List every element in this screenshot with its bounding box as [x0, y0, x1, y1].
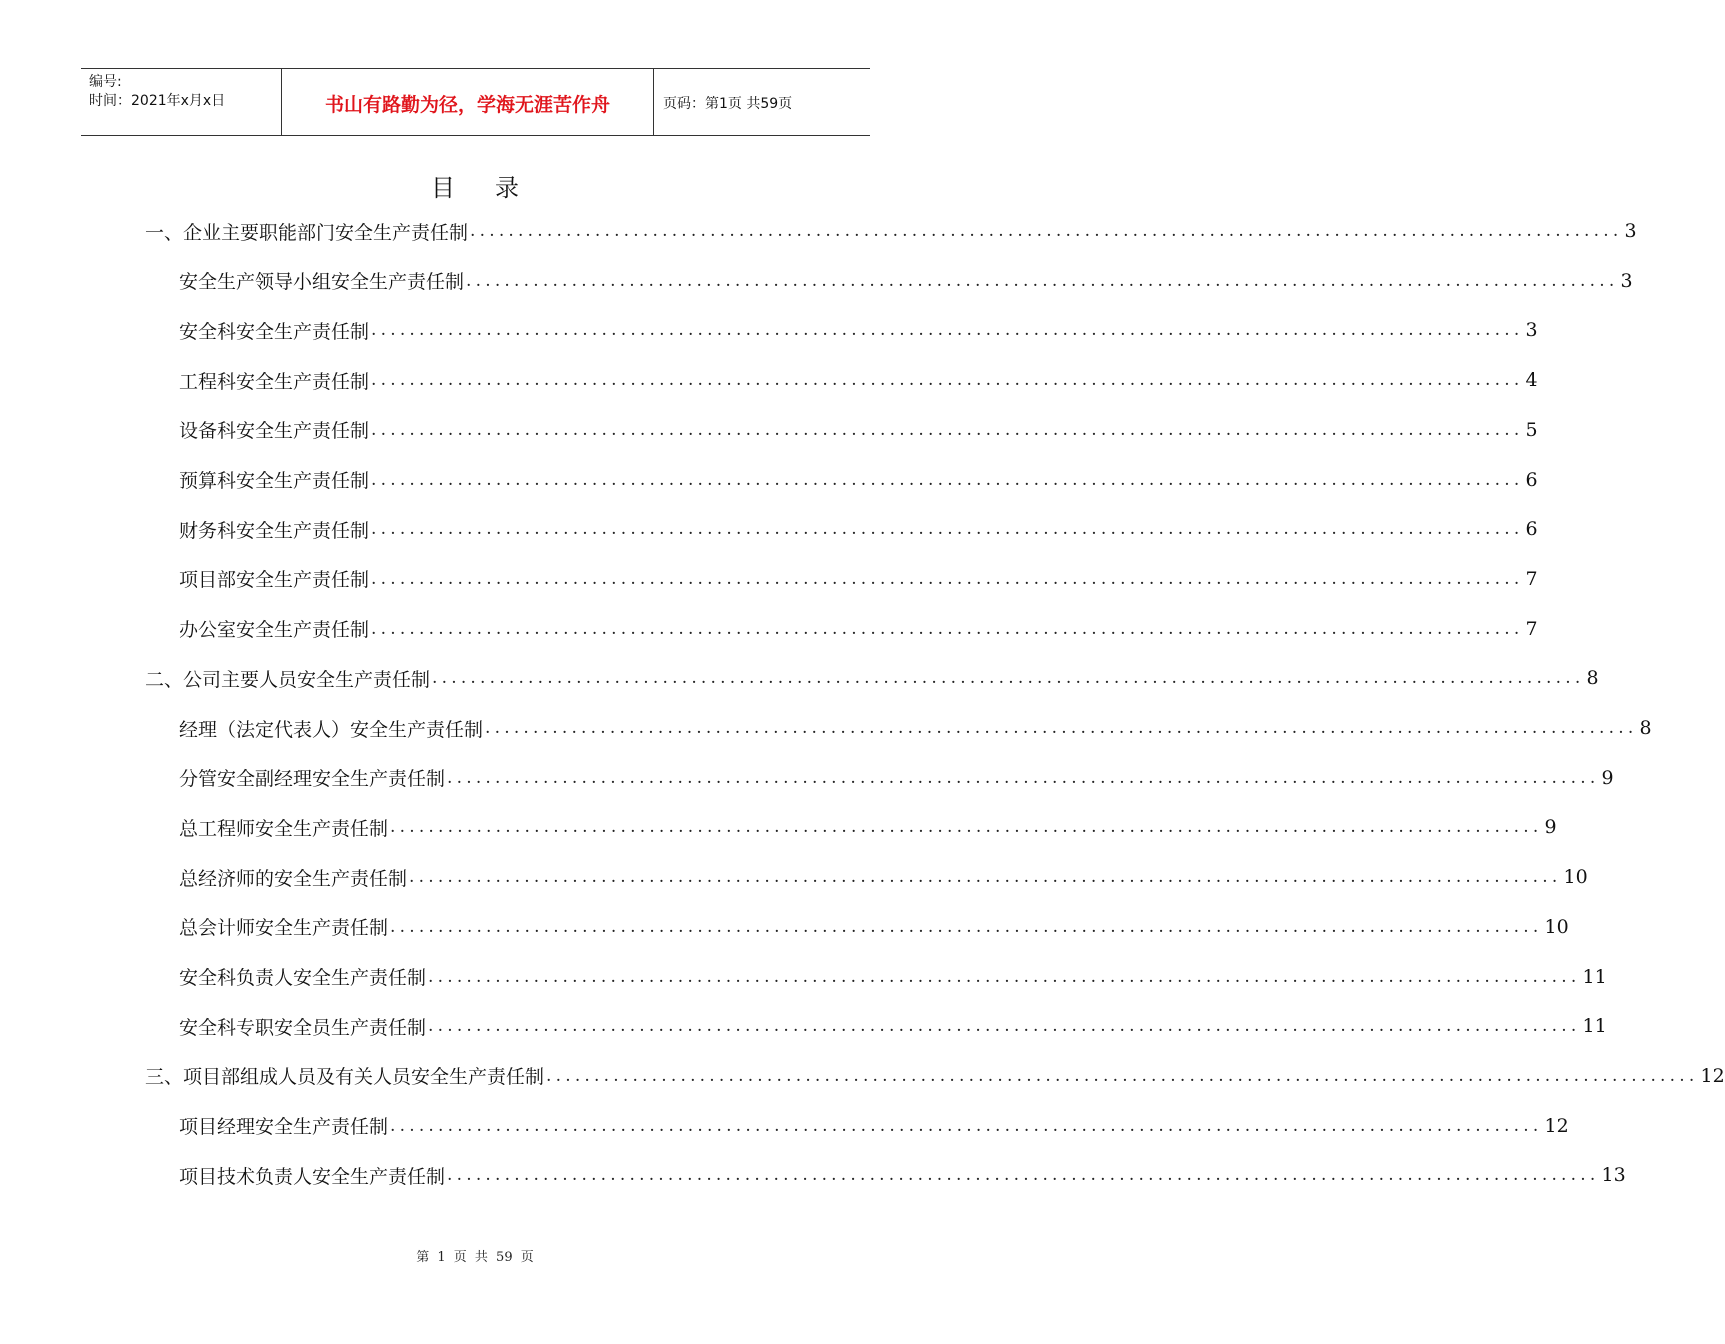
toc-entry-page: 12	[1700, 1064, 1725, 1087]
toc-entry[interactable]	[145, 1056, 1725, 1096]
page-footer: 第 1 页 共 59 页	[416, 1250, 534, 1265]
toc-leader-dots: ........................................................................................................................	[428, 1016, 1581, 1037]
toc-entry-label: 项目经理安全生产责任制	[179, 1116, 389, 1139]
toc-entry-page: 6	[1525, 518, 1538, 541]
header-page-cell	[654, 69, 870, 135]
toc-entry-label: 一、企业主要职能部门安全生产责任制	[145, 221, 469, 244]
toc-entry[interactable]	[179, 807, 1557, 847]
toc-entry-page: 6	[1525, 468, 1538, 491]
header-page-info: 页码：第1页 共59页	[663, 96, 793, 112]
toc-entry-page: 3	[1624, 220, 1637, 242]
toc-leader-dots: ........................................................................................................................	[390, 916, 1543, 937]
toc-entry-page: 8	[1586, 667, 1599, 690]
toc-entry-label: 安全科安全生产责任制	[179, 320, 370, 343]
page-header	[81, 68, 870, 136]
toc-entry-page: 7	[1525, 567, 1538, 590]
toc-entry[interactable]	[179, 1006, 1607, 1046]
toc-leader-dots: ........................................................................................................................	[371, 519, 1524, 540]
toc-entry-label: 分管安全副经理安全生产责任制	[179, 768, 446, 791]
toc-entry[interactable]	[145, 211, 1637, 251]
toc-entry[interactable]	[179, 907, 1569, 947]
toc-entry[interactable]	[179, 410, 1538, 450]
toc-entry-page: 7	[1525, 617, 1538, 640]
toc-entry-label: 总经济师的安全生产责任制	[179, 867, 408, 890]
toc-entry[interactable]	[179, 460, 1538, 500]
toc-entry-page: 3	[1620, 269, 1633, 292]
toc-entry-label: 办公室安全生产责任制	[179, 619, 370, 642]
toc-entry-page: 12	[1544, 1114, 1569, 1137]
toc-entry-label: 三、项目部组成人员及有关人员安全生产责任制	[145, 1066, 545, 1089]
document-time: 时间：2021年x月x日	[89, 93, 226, 109]
document-code-label: 编号:	[89, 74, 122, 90]
header-meta-cell	[81, 69, 282, 135]
toc-title: 目录	[431, 174, 559, 202]
toc-entry[interactable]	[179, 261, 1633, 301]
toc-entry[interactable]	[179, 310, 1538, 350]
toc-entry-label: 财务科安全生产责任制	[179, 519, 370, 542]
toc-entry-page: 10	[1563, 866, 1588, 889]
toc-leader-dots: ........................................................................................................................	[390, 817, 1543, 838]
toc-entry-label: 经理（法定代表人）安全生产责任制	[179, 718, 484, 741]
toc-entry-page: 9	[1601, 766, 1614, 789]
toc-entry-label: 设备科安全生产责任制	[179, 420, 370, 443]
toc-leader-dots: ........................................................................................................................	[428, 966, 1581, 987]
toc-entry-label: 安全生产领导小组安全生产责任制	[179, 271, 465, 294]
toc-leader-dots: ........................................................................................................................	[447, 1165, 1600, 1186]
toc-leader-dots: ........................................................................................................................	[470, 221, 1623, 241]
toc-leader-dots: ........................................................................................................................	[447, 767, 1600, 788]
toc-entry-page: 4	[1525, 369, 1538, 392]
toc-entry-label: 工程科安全生产责任制	[179, 370, 370, 393]
toc-leader-dots: ........................................................................................................................	[371, 469, 1524, 490]
toc-entry[interactable]	[179, 708, 1652, 748]
header-motto-cell	[282, 69, 654, 135]
toc-entry-page: 5	[1525, 418, 1538, 441]
toc-entry[interactable]	[179, 957, 1607, 997]
toc-leader-dots: ........................................................................................................................	[371, 370, 1524, 391]
toc-entry-label: 安全科专职安全员生产责任制	[179, 1016, 427, 1039]
toc-entry-label: 项目部安全生产责任制	[179, 569, 370, 592]
toc-entry[interactable]	[145, 658, 1599, 698]
toc-entry-label: 预算科安全生产责任制	[179, 470, 370, 492]
toc-entry-label: 安全科负责人安全生产责任制	[179, 967, 427, 989]
toc-entry-page: 11	[1582, 965, 1607, 988]
toc-leader-dots: ........................................................................................................................	[371, 568, 1524, 589]
toc-entry-label: 总工程师安全生产责任制	[179, 817, 389, 840]
toc-entry-page: 9	[1544, 816, 1557, 839]
toc-leader-dots: ........................................................................................................................	[371, 320, 1524, 341]
toc-leader-dots: ........................................................................................................................	[546, 1065, 1699, 1086]
header-motto: 书山有路勤为径，学海无涯苦作舟	[324, 93, 610, 116]
toc-entry[interactable]	[179, 758, 1614, 798]
toc-entry[interactable]	[179, 559, 1538, 599]
toc-entry-label: 总会计师安全生产责任制	[179, 917, 389, 940]
toc-leader-dots: ........................................................................................................................	[371, 618, 1524, 639]
toc-entry-label: 项目技术负责人安全生产责任制	[179, 1165, 446, 1188]
toc-entry-label: 二、公司主要人员安全生产责任制	[145, 668, 431, 691]
toc-entry[interactable]	[179, 1155, 1626, 1195]
toc-entry-page: 13	[1601, 1164, 1626, 1187]
toc-leader-dots: ........................................................................................................................	[390, 1115, 1543, 1136]
toc-leader-dots: ........................................................................................................................	[485, 718, 1638, 738]
toc-entry-page: 3	[1525, 319, 1538, 342]
toc-entry[interactable]	[179, 360, 1538, 400]
toc-leader-dots: ........................................................................................................................	[371, 419, 1524, 440]
toc-entry[interactable]	[179, 1106, 1569, 1146]
toc-entry[interactable]	[179, 609, 1538, 649]
toc-entry[interactable]	[179, 509, 1538, 549]
toc-entry-page: 8	[1639, 717, 1652, 739]
toc-entry[interactable]	[179, 857, 1588, 897]
toc-leader-dots: ........................................................................................................................	[432, 668, 1585, 689]
toc-leader-dots: ........................................................................................................................	[409, 867, 1562, 888]
toc-entry-page: 11	[1582, 1015, 1607, 1038]
toc-entry-page: 10	[1544, 915, 1569, 938]
toc-leader-dots: ........................................................................................................................	[466, 270, 1619, 291]
